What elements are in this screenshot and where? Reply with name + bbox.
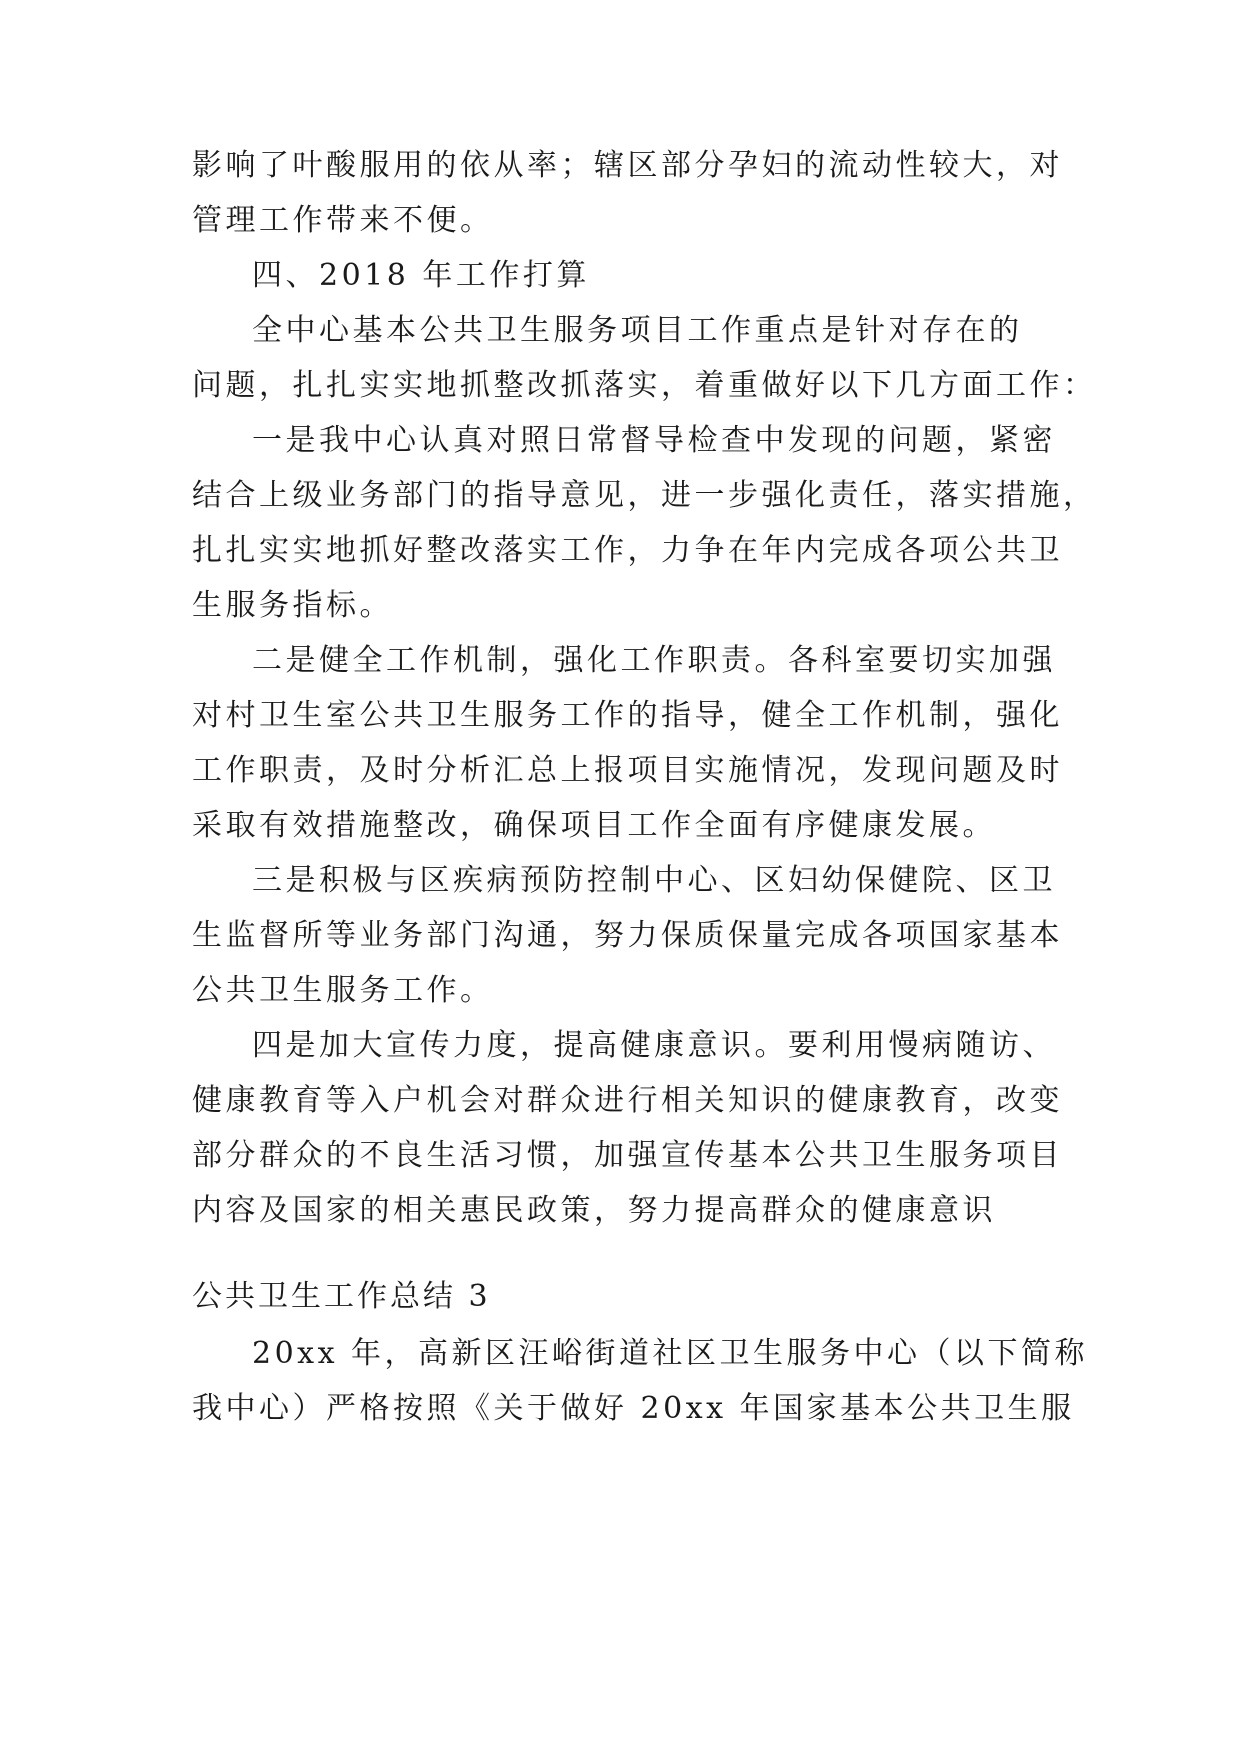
paragraph-start: 二是健全工作机制，强化工作职责。各科室要切实加强 [252,643,1056,678]
text-line: 工作职责，及时分析汇总上报项目实施情况，发现问题及时 [192,753,1063,788]
text-line: 问题，扎扎实实地抓整改抓落实，着重做好以下几方面工作： [192,368,1097,403]
paragraph-start: 三是积极与区疾病预防控制中心、区妇幼保健院、区卫 [252,863,1056,898]
text-line: 我中心）严格按照《关于做好 20xx 年国家基本公共卫生服 [192,1391,1075,1426]
text-line: 生监督所等业务部门沟通，努力保质保量完成各项国家基本 [192,918,1063,953]
text-line: 对村卫生室公共卫生服务工作的指导，健全工作机制，强化 [192,698,1063,733]
section-heading: 四、2018 年工作打算 [252,258,590,293]
text-line: 部分群众的不良生活习惯，加强宣传基本公共卫生服务项目 [192,1138,1063,1173]
text-line: 采取有效措施整改，确保项目工作全面有序健康发展。 [192,808,996,843]
paragraph-start: 四是加大宣传力度，提高健康意识。要利用慢病随访、 [252,1028,1056,1063]
text-line: 内容及国家的相关惠民政策，努力提高群众的健康意识 [192,1193,996,1228]
text-line: 健康教育等入户机会对群众进行相关知识的健康教育，改变 [192,1083,1063,1118]
text-line: 管理工作带来不便。 [192,203,494,238]
text-line: 公共卫生服务工作。 [192,973,494,1008]
text-line: 影响了叶酸服用的依从率；辖区部分孕妇的流动性较大，对 [192,148,1063,183]
section-title: 公共卫生工作总结 3 [192,1279,491,1314]
paragraph-start: 20xx 年，高新区汪峪街道社区卫生服务中心（以下简称 [252,1336,1089,1371]
text-line: 扎扎实实地抓好整改落实工作，力争在年内完成各项公共卫 [192,533,1063,568]
text-line: 结合上级业务部门的指导意见，进一步强化责任，落实措施， [192,478,1097,513]
paragraph-start: 全中心基本公共卫生服务项目工作重点是针对存在的 [252,313,1023,348]
paragraph-start: 一是我中心认真对照日常督导检查中发现的问题，紧密 [252,423,1056,458]
text-line: 生服务指标。 [192,588,393,623]
